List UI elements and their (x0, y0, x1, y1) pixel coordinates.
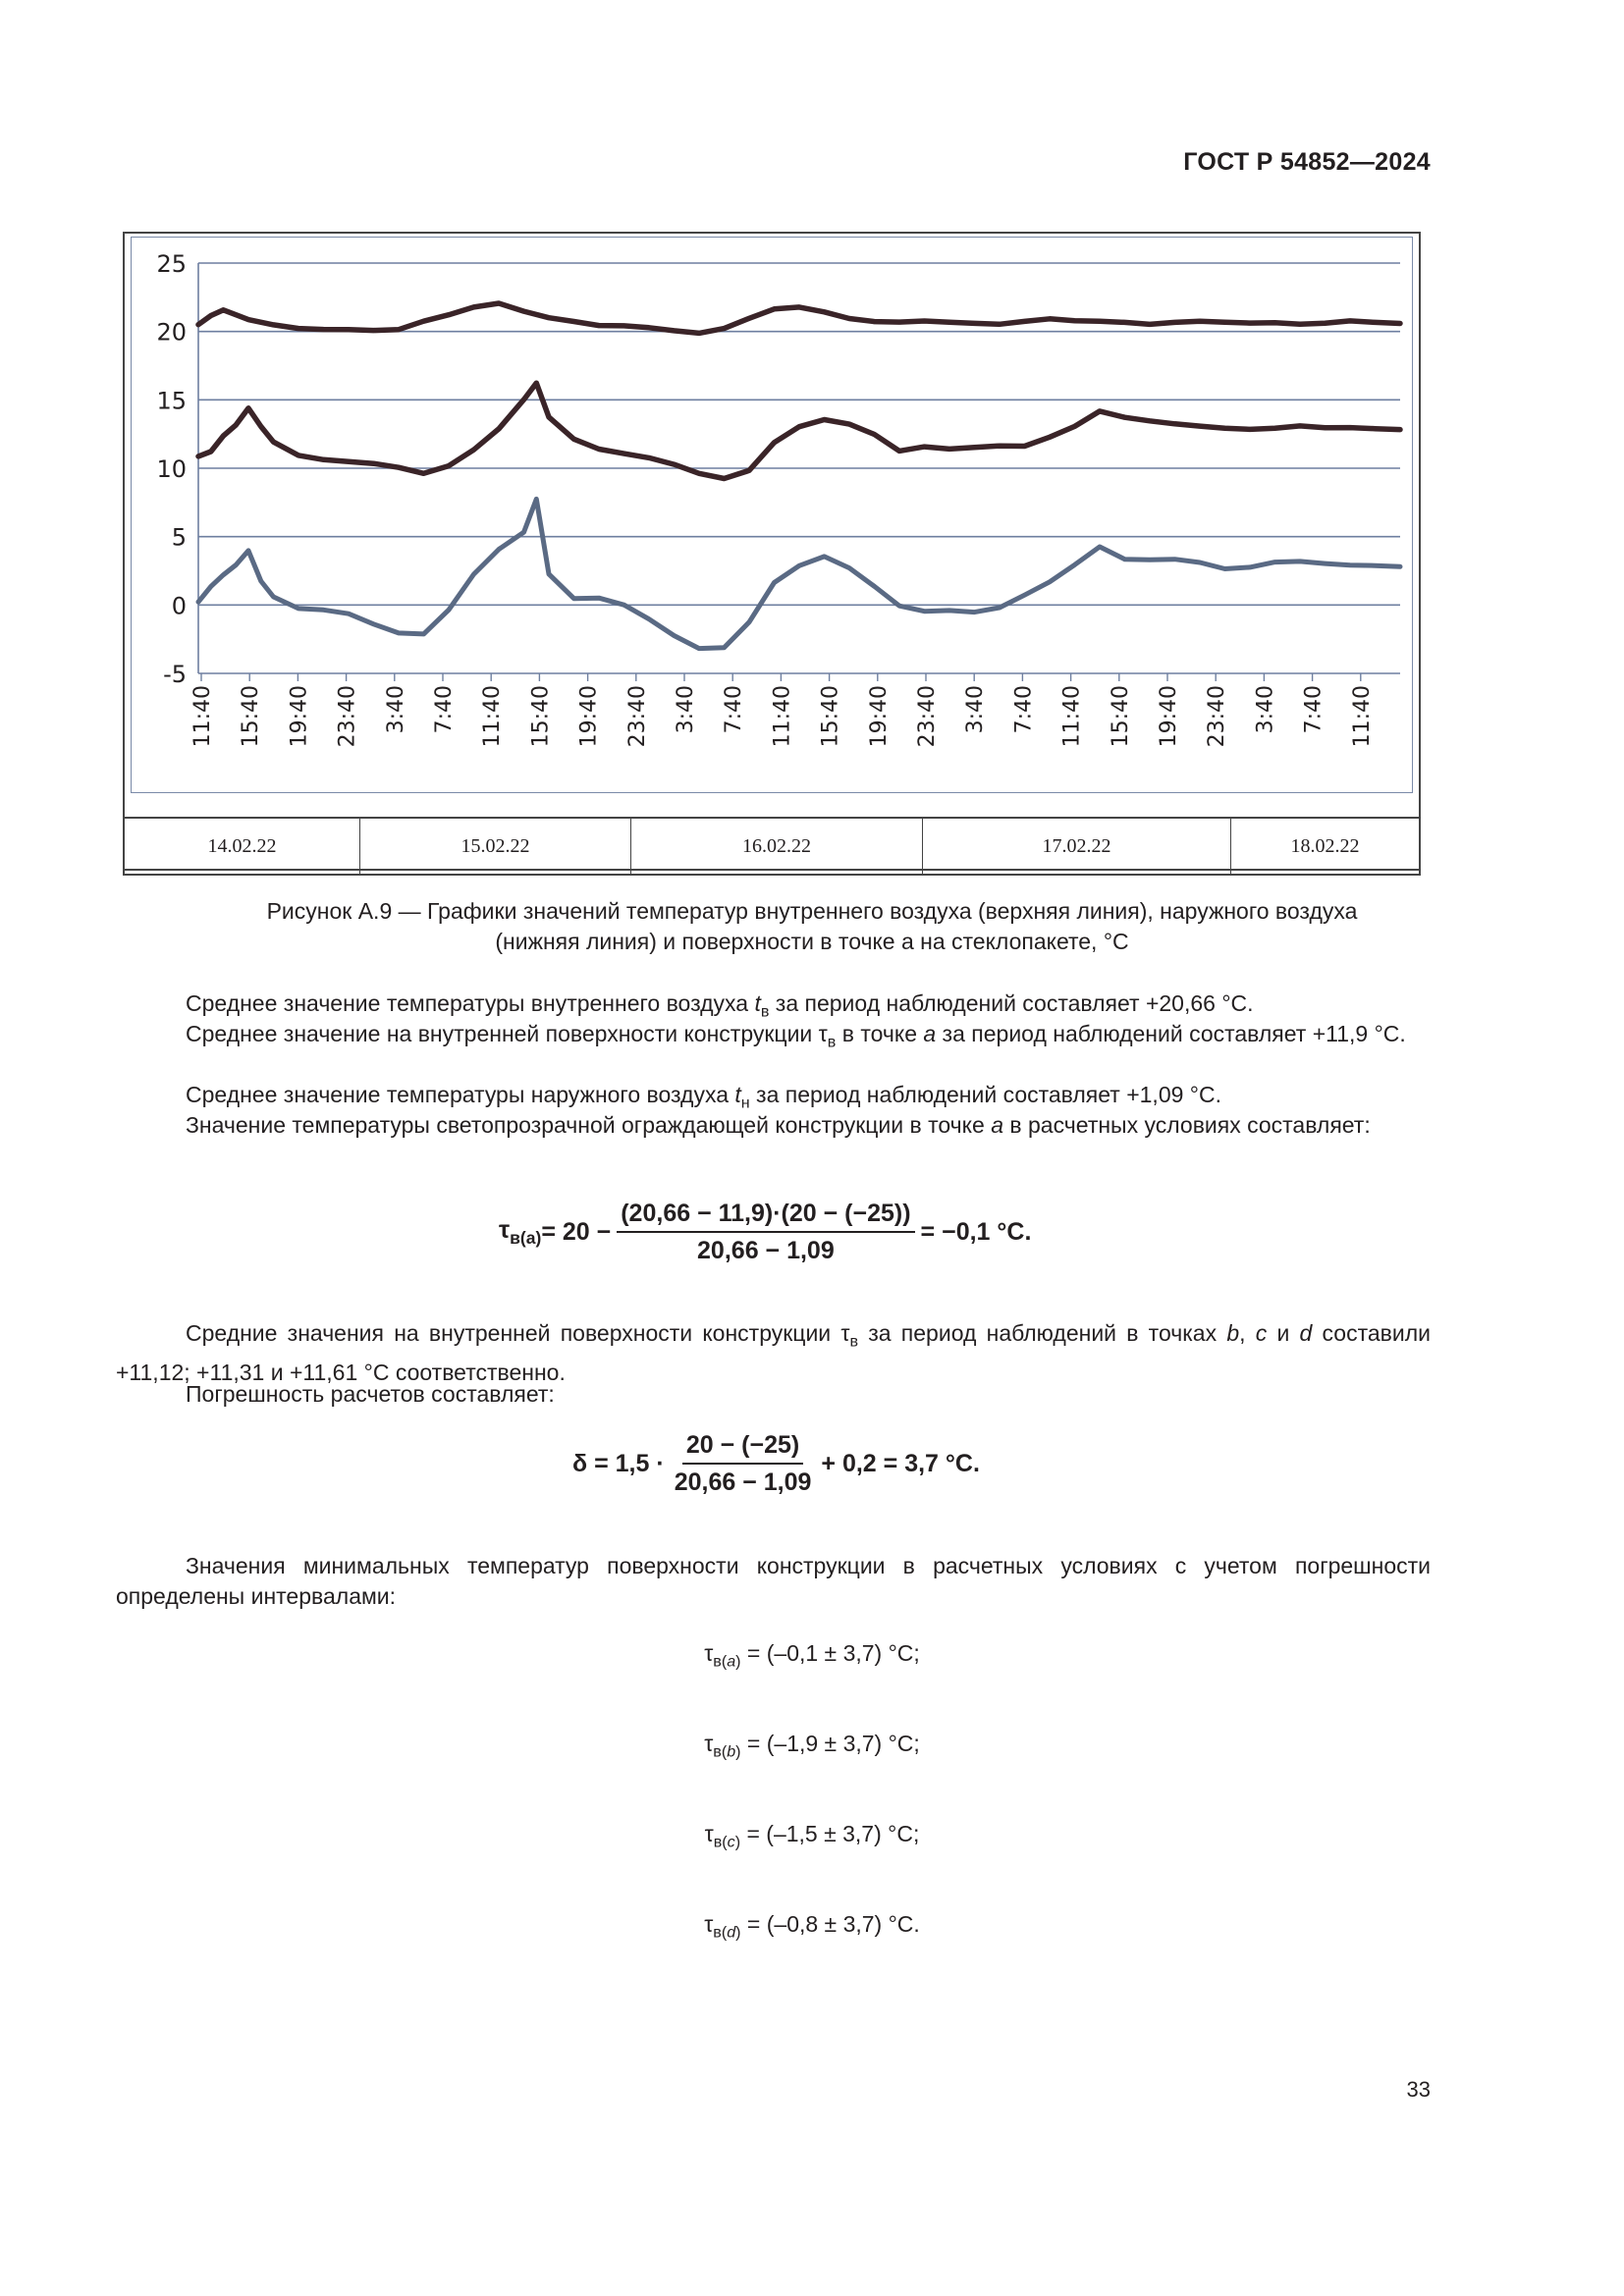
formula-denominator: 20,66 − 1,09 (674, 1468, 812, 1496)
formula-fraction (617, 1200, 914, 1265)
interval-d: $\tau_{в(d)} = (-0,8 \pm 3,7)$ °С. (704, 1911, 920, 1942)
y-tick-label: 25 (156, 250, 187, 278)
date-cell: 15.02.22 (360, 819, 631, 874)
formula-tau-a (499, 1200, 1031, 1265)
x-tick-label: 7:40 (432, 685, 457, 734)
interval-b: $\tau_{в(b)} = (-1,9 \pm 3,7)$ °С; (704, 1731, 920, 1761)
figure-caption (137, 896, 1487, 957)
x-tick-label: 19:40 (287, 685, 312, 748)
x-tick-label: 15:40 (1108, 685, 1133, 748)
interval-c: $\tau_{в(c)} = (-1,5 \pm 3,7)$ °С; (704, 1821, 920, 1851)
paragraph: Погрешность расчетов составляет: (186, 1381, 555, 1407)
formula-denominator: 20,66 − 1,09 (697, 1237, 835, 1264)
x-tick-label: 11:40 (480, 685, 506, 748)
formula-lhs: δ = 1,5 · (572, 1450, 665, 1477)
x-tick-label: 15:40 (818, 685, 843, 748)
paragraph: Среднее значение температуры наружного воздуха $t_н$ за период наблюдений составляет +1,09 °С. (186, 1082, 1221, 1112)
series-line (198, 303, 1400, 333)
formula-delta (572, 1431, 980, 1497)
series-line (198, 383, 1400, 478)
x-tick-label: 7:40 (722, 685, 747, 734)
y-tick-label: 5 (171, 523, 187, 552)
date-row (123, 817, 1421, 876)
formula-result: = −0,1 °С. (920, 1218, 1032, 1246)
x-tick-label: 23:40 (915, 685, 940, 748)
formula-numerator: (20,66 − 11,9)·(20 − (−25)) (617, 1200, 914, 1233)
y-tick-label: 15 (156, 387, 187, 415)
formula-result: + 0,2 = 3,7 °С. (821, 1450, 980, 1477)
x-tick-label: 11:40 (190, 685, 215, 748)
page-number: 33 (1406, 2077, 1431, 2102)
y-tick-label: 10 (156, 455, 187, 483)
formula-lhs: $\tau_{в(a)}$ (499, 1216, 542, 1248)
x-tick-label: 3:40 (963, 684, 989, 734)
caption-line: Рисунок А.9 — Графики значений температур внутреннего воздуха (верхняя линия), наружного воздуха (266, 898, 1358, 924)
date-cell: 16.02.22 (631, 819, 923, 874)
interval-a: $\tau_{в(a)} = (-0,1 \pm 3,7)$ °С; (704, 1640, 920, 1671)
caption-line: (нижняя линия) и поверхности в точке a на стеклопакете, °С (495, 929, 1129, 954)
x-tick-label: 7:40 (1301, 685, 1326, 734)
temperature-chart (0, 0, 1624, 883)
paragraph: Средние значения на внутренней поверхности конструкции $\tau_в$ за период наблюдений в точках b, c и d составили +11,12; +11,31 и +11,61 °С соответственно. (116, 1320, 1431, 1385)
paragraph: Значения минимальных температур поверхности конструкции в расчетных условиях с учетом погрешности определены интервалами: (116, 1553, 1431, 1609)
series-line (198, 499, 1400, 648)
y-tick-label: 0 (171, 592, 187, 620)
x-tick-label: 23:40 (1205, 685, 1230, 748)
x-tick-label: 11:40 (770, 685, 795, 748)
date-cell: 18.02.22 (1290, 834, 1360, 857)
paragraph: Среднее значение температуры внутреннего воздуха $t_в$ за период наблюдений составляет +20,66 °С. (186, 990, 1254, 1021)
formula-eq: = 20 − (541, 1218, 612, 1246)
x-tick-label: 19:40 (866, 685, 892, 748)
x-tick-label: 23:40 (335, 685, 360, 748)
y-tick-label: -5 (163, 661, 187, 688)
x-tick-label: 7:40 (1011, 685, 1037, 734)
x-tick-label: 3:40 (383, 685, 408, 734)
x-tick-label: 3:40 (674, 685, 698, 734)
x-tick-label: 23:40 (624, 685, 650, 748)
x-tick-label: 3:40 (1253, 685, 1278, 734)
paragraph: Среднее значение на внутренней поверхности конструкции $\tau_в$ в точке a за период наблюдений составляет +11,9 °С. (186, 1021, 1406, 1051)
x-tick-label: 19:40 (576, 685, 602, 748)
x-tick-label: 15:40 (239, 685, 264, 748)
x-tick-label: 15:40 (528, 685, 554, 748)
y-tick-label: 20 (156, 318, 187, 347)
x-tick-label: 19:40 (1157, 685, 1181, 748)
x-tick-label: 11:40 (1059, 685, 1085, 748)
formula-fraction (671, 1431, 816, 1497)
x-tick-label: 11:40 (1349, 685, 1375, 748)
date-cell: 17.02.22 (923, 819, 1231, 874)
paragraph: Значение температуры светопрозрачной ограждающей конструкции в точке a в расчетных условиях составляет: (186, 1112, 1371, 1138)
date-cell: 14.02.22 (125, 819, 360, 874)
formula-numerator: 20 − (−25) (682, 1431, 803, 1465)
standard-header: ГОСТ Р 54852—2024 (1183, 148, 1431, 176)
